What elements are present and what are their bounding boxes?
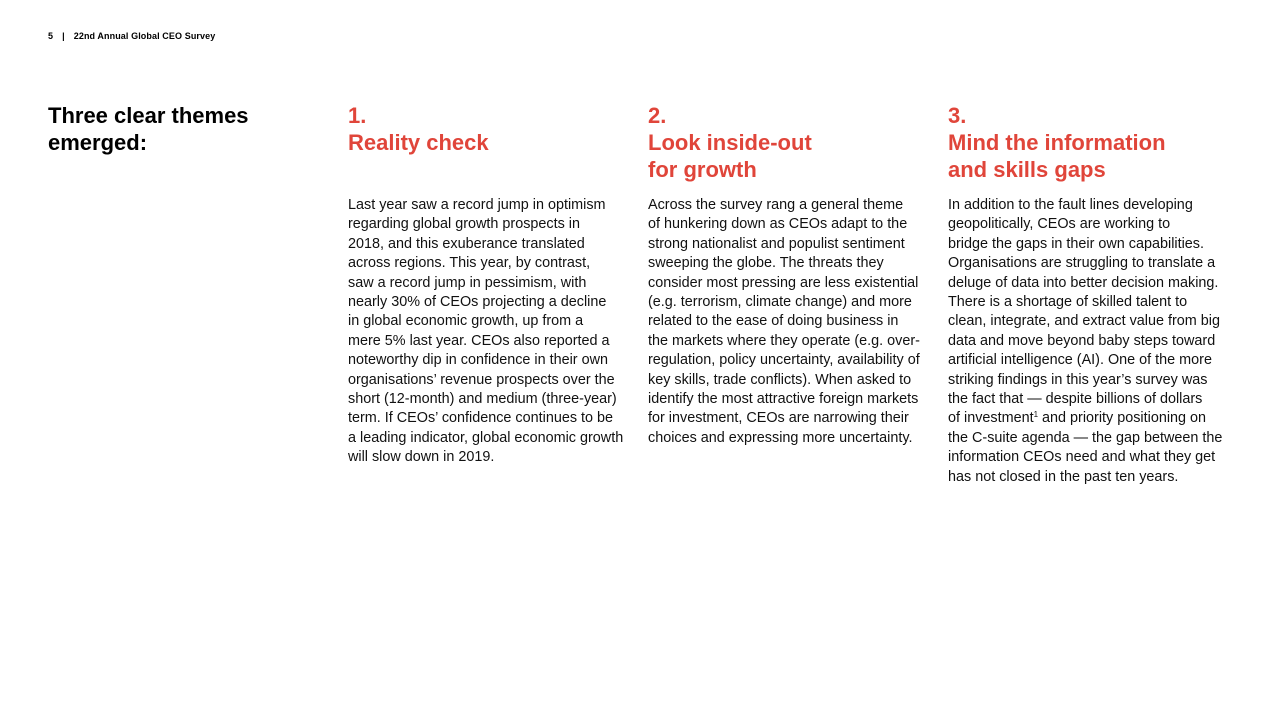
body-line: sweeping the globe. The threats they	[648, 255, 884, 272]
theme-heading	[648, 102, 938, 183]
theme-number: 1.	[348, 103, 367, 128]
body-line: information CEOs need and what they get	[948, 449, 1216, 466]
body-line: related to the ease of doing business in	[648, 313, 899, 330]
body-line: term. If CEOs’ confidence continues to be	[348, 410, 614, 427]
theme-title-line: and skills gaps	[948, 157, 1106, 182]
body-line: striking findings in this year’s survey was	[948, 371, 1208, 388]
body-line: organisations’ revenue prospects over the	[348, 371, 615, 388]
theme-reality-check	[348, 102, 638, 466]
theme-look-inside-out	[648, 102, 938, 446]
theme-number: 2.	[648, 103, 667, 128]
body-line: the fact that — despite billions of dollars	[948, 391, 1203, 408]
body-line: Organisations are struggling to translate a	[948, 255, 1216, 272]
theme-title-line: Reality check	[348, 130, 489, 155]
body-line: has not closed in the past ten years.	[948, 468, 1179, 485]
body-line: short (12-month) and medium (three-year)	[348, 391, 617, 408]
theme-title-line: Mind the information	[948, 130, 1166, 155]
theme-body	[948, 196, 1222, 487]
body-line: geopolitically, CEOs are working to	[948, 216, 1171, 233]
body-line: data and move beyond baby steps toward	[948, 332, 1216, 349]
body-line: identify the most attractive foreign markets	[648, 391, 919, 408]
body-line: bridge the gaps in their own capabilities.	[948, 235, 1204, 252]
theme-body	[648, 196, 920, 448]
theme-number: 3.	[948, 103, 967, 128]
body-line: deluge of data into better decision making.	[948, 274, 1219, 291]
body-line: the C-suite agenda — the gap between the	[948, 429, 1223, 446]
running-header	[48, 31, 215, 41]
body-line-with-footnote	[948, 409, 1222, 428]
body-line: noteworthy dip in confidence in their own	[348, 352, 608, 369]
body-line: Last year saw a record jump in optimism	[348, 197, 606, 213]
theme-title-line: for growth	[648, 157, 757, 182]
body-line: key skills, trade conflicts). When asked to	[648, 371, 912, 388]
publication-title: 22nd Annual Global CEO Survey	[73, 31, 216, 41]
theme-heading	[348, 102, 638, 156]
body-line: In addition to the fault lines developing	[948, 197, 1193, 213]
theme-body	[348, 196, 623, 468]
body-line: of hunkering down as CEOs adapt to the	[648, 216, 908, 233]
body-line: saw a record jump in pessimism, with	[348, 274, 587, 291]
body-line: clean, integrate, and extract value from big	[948, 313, 1220, 330]
body-line: (e.g. terrorism, climate change) and more	[648, 294, 912, 311]
theme-title-line: Look inside-out	[648, 130, 812, 155]
body-line: choices and expressing more uncertainty.	[648, 429, 913, 446]
body-line: consider most pressing are less existential	[648, 274, 919, 291]
body-line: a leading indicator, global economic growth	[348, 429, 624, 446]
body-line: artificial intelligence (AI). One of the more	[948, 352, 1212, 369]
header-separator: |	[62, 31, 65, 41]
body-line: strong nationalist and populist sentiment	[648, 235, 905, 252]
body-line: nearly 30% of CEOs projecting a decline	[348, 294, 607, 311]
body-line: mere 5% last year. CEOs also reported a	[348, 332, 610, 349]
body-line: There is a shortage of skilled talent to	[948, 294, 1188, 311]
body-line: regulation, policy uncertainty, availability of	[648, 352, 920, 369]
body-line: in global economic growth, up from a	[348, 313, 584, 330]
page-number: 5	[48, 31, 54, 41]
body-line: for investment, CEOs are narrowing their	[648, 410, 909, 427]
body-line: will slow down in 2019.	[348, 449, 495, 466]
body-line: 2018, and this exuberance translated	[348, 235, 585, 252]
theme-heading	[948, 102, 1238, 183]
theme-mind-the-gaps	[948, 102, 1238, 485]
body-line: the markets where they operate (e.g. over-	[648, 332, 920, 349]
body-line: regarding global growth prospects in	[348, 216, 580, 233]
body-line-text: and priority positioning on	[1038, 410, 1207, 427]
body-line-text: of investment	[948, 410, 1034, 427]
body-line: across regions. This year, by contrast,	[348, 255, 591, 272]
intro-heading: Three clear themes emerged:	[48, 103, 249, 155]
body-line: Across the survey rang a general theme	[648, 197, 904, 213]
footnote-mark: 1	[1033, 410, 1039, 420]
